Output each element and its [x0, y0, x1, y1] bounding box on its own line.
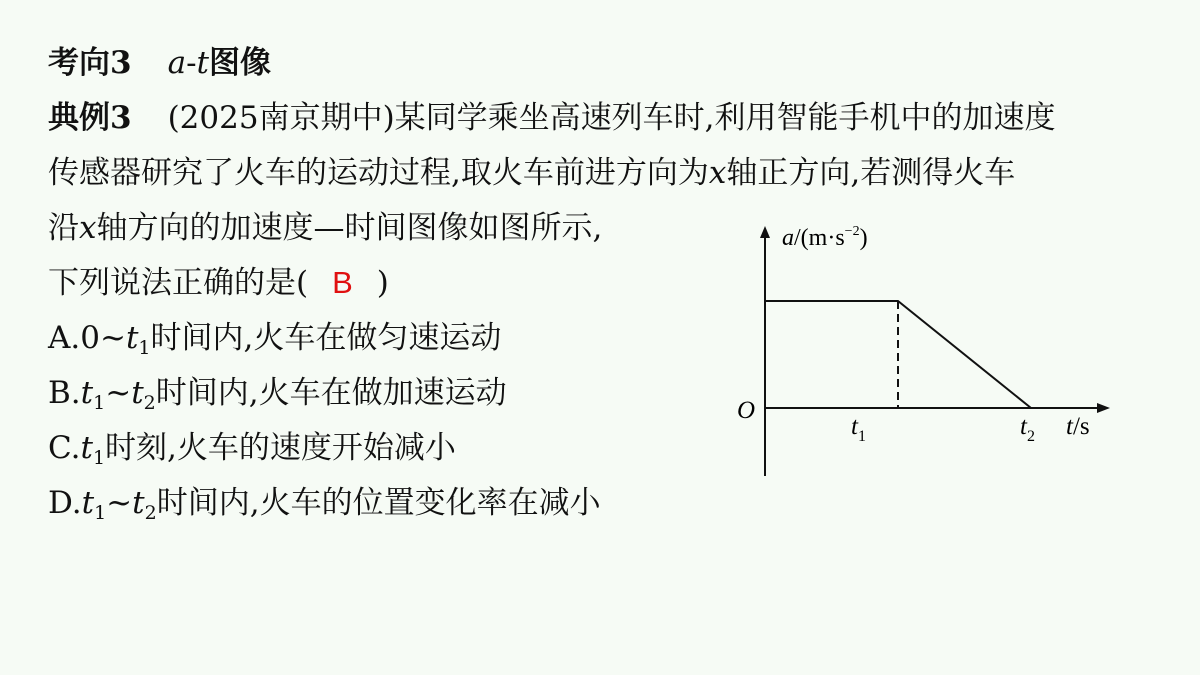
- y-axis-label: [782, 224, 868, 251]
- option-b-sub2: 2: [143, 392, 156, 414]
- example-text-3b: 轴方向的加速度—时间图像如图所示,: [96, 210, 603, 246]
- question-text: 下列说法正确的是(: [48, 265, 309, 301]
- option-d[interactable]: [48, 483, 601, 523]
- option-a-prefix: A.0~: [48, 320, 126, 356]
- heading-var-a: a: [167, 45, 187, 81]
- section-heading: [48, 43, 271, 83]
- example-var-x: x: [708, 155, 727, 191]
- acceleration-line: [765, 301, 1031, 408]
- example-line-1: [48, 98, 1056, 138]
- option-b-tilde: ~: [105, 375, 132, 411]
- heading-dash: -: [186, 45, 197, 81]
- option-c-t: t: [80, 430, 93, 466]
- origin-label: O: [737, 397, 756, 424]
- tick-label-t1: [851, 413, 866, 445]
- example-text-3a: 沿: [48, 210, 79, 246]
- y-axis-unit: /(m·s: [794, 225, 845, 251]
- tick-label-t2: [1020, 413, 1035, 445]
- example-line-3: [48, 208, 602, 248]
- heading-suffix: 图像: [209, 45, 272, 81]
- option-a-t: t: [125, 320, 139, 356]
- option-d-t2: t: [132, 485, 145, 521]
- example-var-x-2: x: [79, 210, 97, 246]
- option-c-prefix: C.: [48, 430, 81, 466]
- option-b-prefix: B.: [48, 375, 81, 411]
- example-text-1: (2025南京期中)某同学乘坐高速列车时,利用智能手机中的加速度: [167, 100, 1056, 136]
- y-axis-close: ): [859, 225, 868, 251]
- option-d-t1: t: [81, 485, 95, 521]
- x-axis-arrow: [1097, 403, 1110, 413]
- option-a[interactable]: [48, 318, 501, 358]
- question-line: [48, 263, 389, 303]
- heading-var-t: t: [196, 45, 210, 81]
- option-d-tilde: ~: [106, 485, 133, 521]
- option-b-t1: t: [80, 375, 94, 411]
- tick-t2-sub: 2: [1026, 428, 1035, 445]
- option-b-sub1: 1: [93, 392, 106, 414]
- option-d-text: 时间内,火车的位置变化率在减小: [156, 485, 601, 521]
- example-text-2a: 传感器研究了火车的运动过程,取火车前进方向为: [48, 155, 709, 191]
- option-c[interactable]: [48, 428, 456, 468]
- x-axis-unit: /s: [1072, 413, 1090, 440]
- example-text-2b: 轴正方向,若测得火车: [726, 155, 1016, 191]
- x-axis-label: [1066, 413, 1090, 440]
- tick-t1-var: t: [851, 413, 858, 440]
- option-b-text: 时间内,火车在做加速运动: [155, 375, 507, 411]
- y-axis-arrow: [760, 226, 770, 238]
- option-c-text: 时刻,火车的速度开始减小: [105, 430, 456, 466]
- example-label: 典例3: [48, 100, 132, 136]
- option-a-text: 时间内,火车在做匀速运动: [150, 320, 502, 356]
- option-d-prefix: D.: [48, 485, 82, 521]
- x-axis-var: t: [1066, 413, 1073, 440]
- tick-t2-var: t: [1020, 413, 1027, 440]
- answer-mark: B: [332, 265, 353, 300]
- option-d-sub2: 2: [144, 502, 157, 524]
- tick-t1-sub: 1: [857, 428, 866, 445]
- y-axis-var: a: [782, 225, 794, 251]
- option-b-t2: t: [131, 375, 144, 411]
- option-a-sub: 1: [138, 337, 151, 359]
- y-axis-exp: −2: [844, 224, 860, 239]
- heading-label: 考向3: [48, 45, 132, 81]
- example-line-2: [48, 153, 1015, 193]
- option-b[interactable]: [48, 373, 507, 413]
- option-d-sub1: 1: [94, 502, 107, 524]
- close-paren: ): [376, 265, 389, 301]
- option-c-sub: 1: [92, 447, 106, 469]
